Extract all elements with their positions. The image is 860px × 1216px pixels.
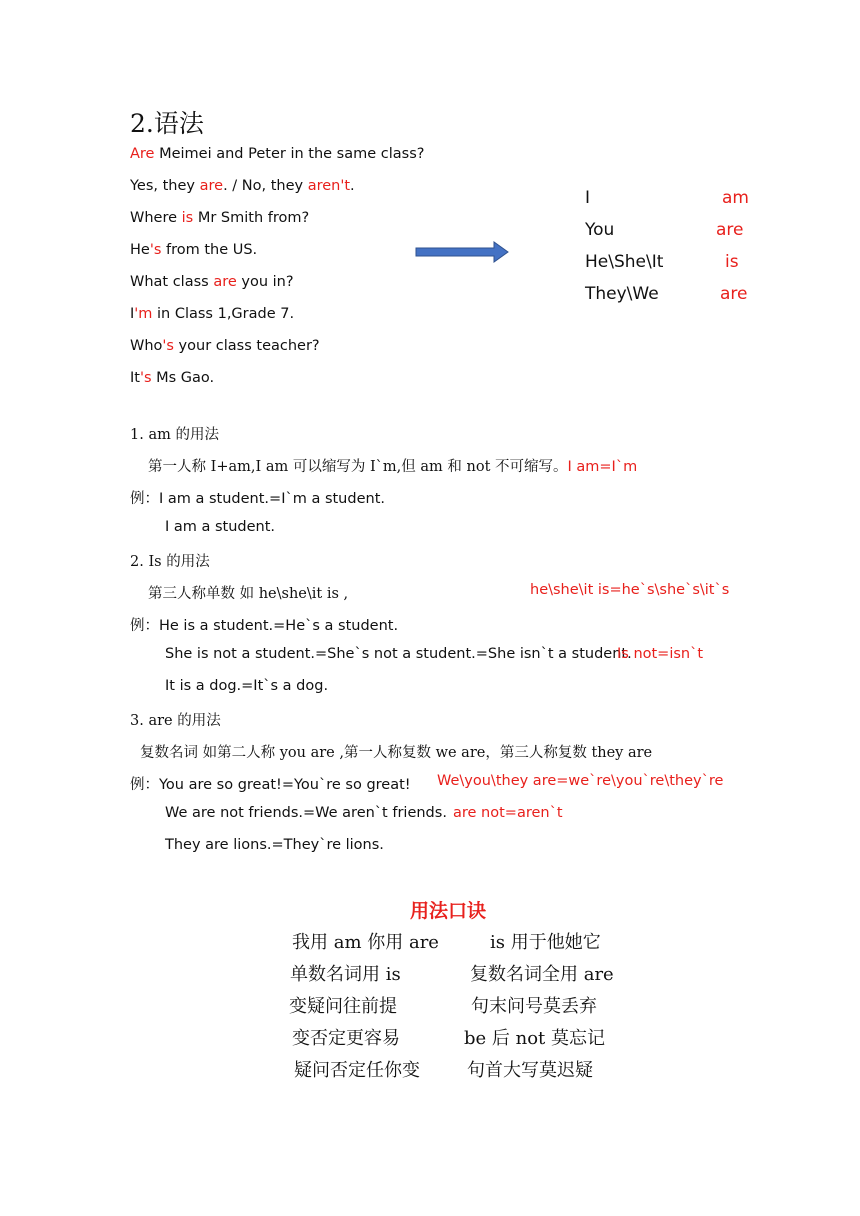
rhyme-line-left: 我用 am 你用 are (292, 932, 439, 953)
rhyme-line-left: 疑问否定任你变 (294, 1060, 420, 1081)
rhyme-line-right: is 用于他她它 (490, 932, 601, 953)
is-not-contraction: Is not=isn`t (617, 646, 704, 662)
conjugation-verb: are (720, 284, 748, 304)
is-rule-contraction: he\she\it is=he`s\she`s\it`s (530, 582, 730, 598)
conjugation-subject: You (585, 220, 615, 240)
example-line: It's Ms Gao. (130, 370, 215, 386)
example-line: Are Meimei and Peter in the same class? (130, 146, 425, 162)
example-line: Yes, they are. / No, they aren't. (130, 178, 355, 194)
are-example-1: 例：You are so great!=You`re so great! (130, 777, 411, 793)
is-example-2: She is not a student.=She`s not a student.=She isn`t a student. (165, 646, 632, 662)
conjugation-verb: are (716, 220, 744, 240)
are-rule: 复数名词 如第二人称 you are ,第一人称复数 we are，第三人称复数 they are (140, 745, 653, 761)
rhyme-line-right: 句首大写莫迟疑 (467, 1060, 593, 1081)
rhyme-line-left: 单数名词用 is (290, 964, 401, 985)
right-arrow-icon (414, 240, 510, 264)
conjugation-verb: is (725, 252, 739, 272)
example-line: He's from the US. (130, 242, 258, 258)
is-heading: 2. Is 的用法 (130, 554, 210, 570)
example-line: Who's your class teacher? (130, 338, 320, 354)
conjugation-subject: I (585, 188, 591, 208)
are-example-2: We are not friends.=We aren`t friends. (165, 805, 447, 821)
rhyme-line-right: 句末问号莫丢弃 (471, 996, 597, 1017)
conjugation-verb: am (722, 188, 749, 208)
conjugation-subject: They\We (585, 284, 659, 304)
rhyme-line-right: 复数名词全用 are (470, 964, 614, 985)
is-example-1: 例：He is a student.=He`s a student. (130, 618, 399, 634)
am-rule: 第一人称 I+am,I am 可以缩写为 I`m,但 am 和 not 不可缩写。I am=I`m (148, 459, 638, 475)
is-example-3: It is a dog.=It`s a dog. (165, 678, 329, 694)
example-line: What class are you in? (130, 274, 294, 290)
example-line: Where is Mr Smith from? (130, 210, 310, 226)
rhyme-line-left: 变否定更容易 (292, 1028, 400, 1049)
are-example-3: They are lions.=They`re lions. (165, 837, 384, 853)
am-example-2: I am a student. (165, 519, 276, 535)
section-title: 2.语法 (130, 109, 204, 138)
am-example-1: 例：I am a student.=I`m a student. (130, 491, 385, 507)
are-contraction: We\you\they are=we`re\you`re\they`re (437, 773, 724, 789)
rhyme-line-right: be 后 not 莫忘记 (464, 1028, 606, 1049)
conjugation-subject: He\She\It (585, 252, 664, 272)
rhyme-title: 用法口诀 (410, 900, 487, 922)
are-heading: 3. are 的用法 (130, 713, 221, 729)
am-heading: 1. am 的用法 (130, 427, 219, 443)
example-line: I'm in Class 1,Grade 7. (130, 306, 295, 322)
rhyme-line-left: 变疑问往前提 (289, 996, 397, 1017)
is-rule: 第三人称单数 如 he\she\it is , (148, 586, 349, 602)
are-not-contraction: are not=aren`t (453, 805, 563, 821)
